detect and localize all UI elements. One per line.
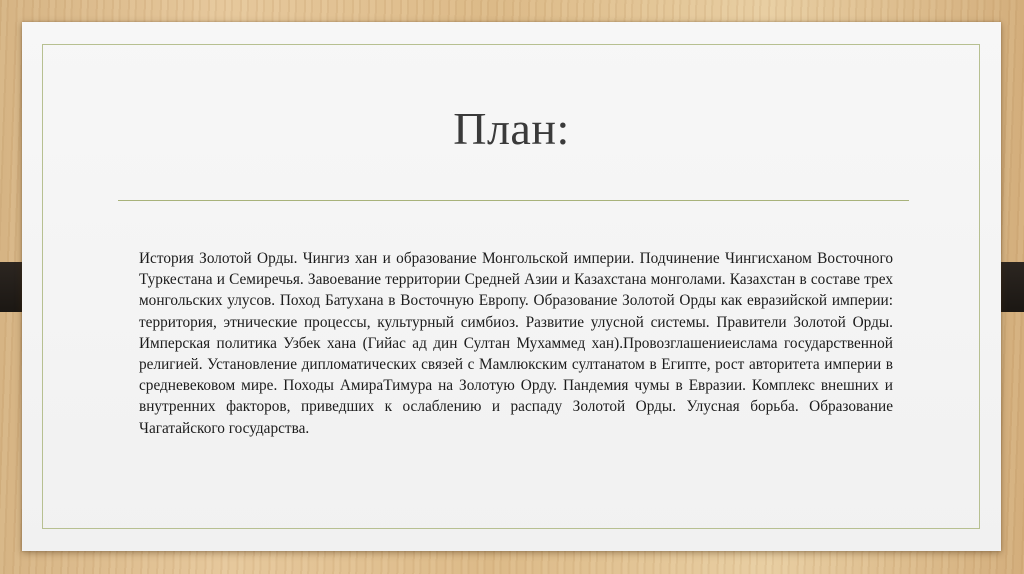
slide-title: План: — [453, 103, 570, 154]
slide-card — [22, 22, 1001, 551]
title-divider — [118, 200, 909, 201]
slide-body-text: История Золотой Орды. Чингиз хан и образование Монгольской империи. Подчинение Чингисханом Восточного Туркестана и Семиречья. Завоевание территории Средней Азии и Казахстана монголами. Казахстан в составе трех монгольских улусов. Поход Батухана в Восточную Европу. Образование Золотой Орды как евразийской империи: территория, этнические процессы, культурный симбиоз. Развитие улусной системы. Правители Золотой Орды. Имперская политика Узбек хана (Гийас ад дин Султан Мухаммед хан).Провозглашениеислама государственной религией. Установление дипломатических связей с Мамлюкским султанатом в Египте, рост авторитета империи в средневековом мире. Походы АмираТимура на Золотую Орду. Пандемия чумы в Евразии. Комплекс внешних и внутренних факторов, приведших к ослаблению и распаду Золотой Орды. Улусная борьба. Образование Чагатайского государства. — [139, 250, 893, 437]
